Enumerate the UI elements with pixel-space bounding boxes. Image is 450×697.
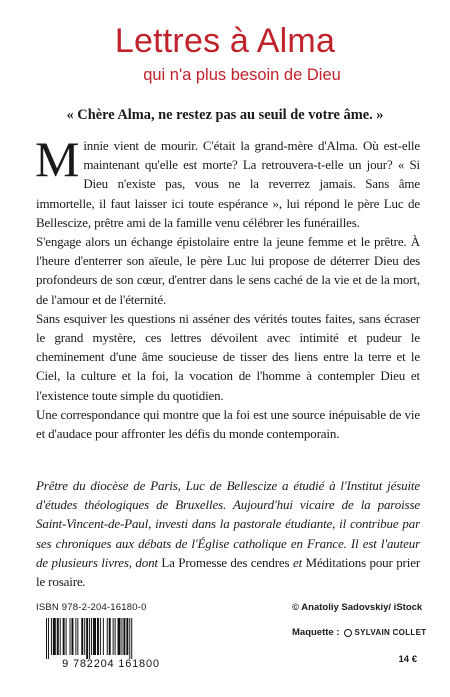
barcode-bar bbox=[93, 618, 96, 655]
barcode-bar bbox=[115, 618, 116, 655]
drop-cap: M bbox=[35, 131, 80, 187]
barcode-bar bbox=[129, 618, 130, 659]
barcode-bar bbox=[97, 618, 99, 655]
barcode-bar bbox=[100, 618, 101, 655]
price: 14 € bbox=[398, 654, 417, 665]
barcode bbox=[36, 616, 186, 669]
barcode-bar bbox=[86, 618, 88, 659]
barcode-digits: 9 782204 161800 bbox=[62, 658, 160, 669]
isbn-label: ISBN 978-2-204-16180-0 bbox=[36, 602, 147, 613]
barcode-bar bbox=[118, 618, 121, 655]
blurb-paragraph-4: Une correspondance qui montre que la foi est une source inépuisable de vie et d'audace pour affronter les défis du monde contemporain. bbox=[36, 406, 420, 442]
barcode-bar bbox=[126, 618, 128, 655]
blurb-paragraph-2: S'engage alors un échange épistolaire entre la jeune femme et le prêtre. À l'heure d'enterrer son aïeule, le père Luc lui propose de déterrer Dieu des profondeurs de son cœur, d'entrer dans le sens caché de la vie et de la mort, de l'amour et de l'éternité. bbox=[36, 234, 420, 307]
book-subtitle: qui n'a plus besoin de Dieu bbox=[143, 66, 341, 84]
author-book-1: La Promesse des cendres bbox=[161, 554, 290, 570]
blurb-paragraph-1-text: innie vient de mourir. C'était la grand-mère d'Alma. Où est-elle maintenant qu'elle est morte? La retrouvera-t-elle un jour? « Si Dieu n'existe pas, vous ne la reverrez jamais. Sans âme immortelle, il faut laisser ici toute espérance », lui répond le père Luc de Bellescize, prêtre ami de la famille venu célébrer les funérailles. bbox=[36, 138, 420, 230]
book-title: Lettres à Alma bbox=[114, 22, 336, 60]
design-credit-label: Maquette : bbox=[292, 627, 340, 638]
blurb-paragraph-1 bbox=[35, 131, 420, 232]
barcode-bar bbox=[77, 618, 78, 655]
pull-quote: « Chère Alma, ne restez pas au seuil de votre âme. » bbox=[66, 107, 384, 123]
photo-credit: © Anatoliy Sadovskiy/ iStock bbox=[292, 602, 423, 613]
barcode-bar bbox=[70, 618, 71, 655]
author-bio bbox=[36, 476, 420, 591]
barcode-bar bbox=[91, 618, 92, 655]
barcode-bar bbox=[113, 618, 114, 655]
barcode-bar bbox=[131, 618, 132, 659]
designer-logo bbox=[344, 628, 427, 637]
author-bio-text-1: Prêtre du diocèse de Paris, Luc de Bellescize a étudié à l'Institut jésuite d'études théologiques de Bruxelles. Aujourd'hui vicaire de la paroisse Saint-Vincent-de-Paul, investi dans la pastorale étudiante, il contribue par ses chroniques aux débats de l'Église catholique en France. Il est l'auteur de plusieurs livres, dont bbox=[36, 478, 420, 570]
barcode-bar bbox=[84, 618, 85, 655]
design-credit bbox=[292, 627, 426, 638]
designer-mark-icon bbox=[344, 629, 352, 637]
barcode-bar bbox=[60, 618, 61, 655]
barcode-bar bbox=[71, 618, 73, 655]
author-bio-text-2: et bbox=[289, 554, 306, 570]
barcode-bar bbox=[107, 618, 108, 655]
barcode-bar bbox=[81, 618, 83, 655]
barcode-bar bbox=[57, 618, 59, 655]
barcode-bar bbox=[53, 618, 56, 655]
barcode-bar bbox=[46, 618, 47, 659]
designer-name: SYLVAIN COLLET bbox=[354, 628, 427, 637]
barcode-bar bbox=[121, 618, 122, 655]
barcode-bar bbox=[89, 618, 90, 659]
blurb-paragraph-3: Sans esquiver les questions ni asséner des vérités toutes faites, sans écraser le grand mystère, ces lettres dévoilent avec intimité et pudeur le cheminement d'une âme soucieuse de tisser des liens entre la terre et le Ciel, la culture et la foi, la vocation de l'homme à contempler Dieu et l'existence toute simple du quotidien. bbox=[36, 310, 420, 403]
barcode-bar bbox=[75, 618, 76, 655]
barcode-bar bbox=[63, 618, 65, 655]
barcode-bar bbox=[48, 618, 49, 659]
author-bio-text-3: . bbox=[82, 574, 86, 590]
blurb bbox=[35, 131, 420, 443]
barcode-bar bbox=[123, 618, 125, 655]
barcode-bar bbox=[109, 618, 111, 655]
barcode-bar bbox=[51, 618, 52, 655]
barcode-bar bbox=[103, 618, 104, 655]
author-book-2: Méditations pour prier le rosaire bbox=[36, 554, 420, 590]
barcode-bar bbox=[66, 618, 67, 655]
